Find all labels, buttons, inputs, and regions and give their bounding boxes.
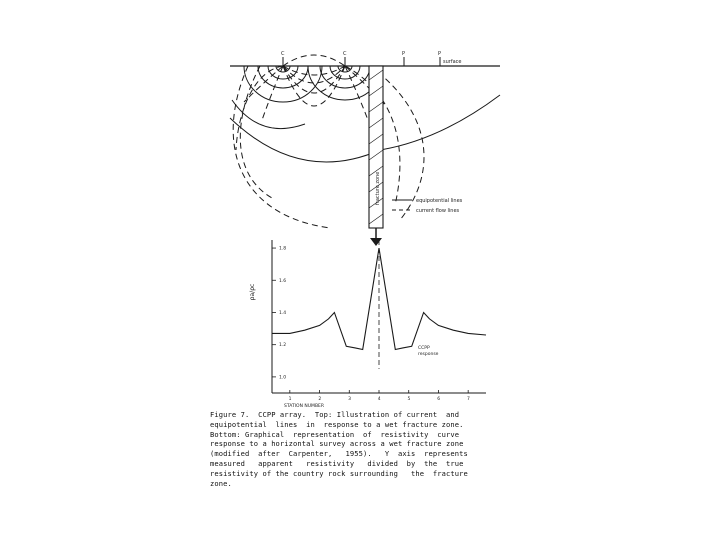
equipotential-lines-c1 bbox=[232, 66, 322, 129]
x-tick-label: 5 bbox=[407, 397, 411, 402]
series-annotation bbox=[418, 345, 439, 357]
caption-line-5: (modified after Carpenter, 1955). Y axis represents bbox=[210, 449, 468, 459]
x-tick-label: 6 bbox=[437, 397, 441, 402]
top-panel bbox=[230, 55, 500, 246]
resistivity-chart bbox=[249, 240, 486, 409]
x-ticks bbox=[289, 390, 470, 402]
y-tick-label: 1.0 bbox=[279, 375, 287, 381]
current-flow-lines bbox=[233, 55, 424, 228]
y-tick-label: 1.8 bbox=[279, 246, 287, 252]
caption-line-7: resistivity of the country rock surrounding the fracture bbox=[210, 468, 468, 478]
electrode-label-c2: C bbox=[343, 51, 347, 57]
y-tick-label: 1.6 bbox=[279, 278, 287, 284]
electrode-label-p1: P bbox=[402, 51, 406, 57]
caption-line-3: Bottom: Graphical representation of resistivity curve bbox=[210, 429, 460, 439]
caption-line-2: equipotential lines in response to a wet fracture zone. bbox=[210, 419, 464, 429]
caption-line-4: response to a horizontal survey across a wet fracture zone bbox=[210, 439, 464, 449]
electrode-label-p2: P bbox=[438, 51, 442, 57]
surface-label: surface bbox=[443, 59, 462, 65]
legend-label-current-flow: current flow lines bbox=[416, 208, 460, 214]
down-arrow-icon bbox=[370, 228, 382, 246]
figure-caption bbox=[210, 410, 500, 488]
series-annotation-line-2: response bbox=[418, 352, 439, 357]
y-ticks bbox=[272, 246, 286, 381]
x-axis-label: STATION NUMBER bbox=[284, 404, 324, 409]
series-annotation-line-1: CCPP bbox=[418, 346, 430, 351]
caption-line-1: Figure 7. CCPP array. Top: Illustration of current and bbox=[210, 410, 460, 419]
caption-line-8: zone. bbox=[210, 478, 232, 488]
x-tick-label: 4 bbox=[377, 397, 381, 402]
electrode-label-c1: C bbox=[281, 51, 285, 57]
x-tick-label: 2 bbox=[318, 397, 322, 402]
fracture-zone-label: fracture zone bbox=[375, 171, 381, 205]
x-tick-label: 7 bbox=[466, 397, 470, 402]
y-tick-label: 1.4 bbox=[279, 310, 287, 316]
y-axis-label: ρa/ρc bbox=[249, 283, 256, 301]
x-tick-label: 3 bbox=[348, 397, 351, 402]
legend-label-equipotential: equipotential lines bbox=[416, 198, 463, 204]
caption-line-6: measured apparent resistivity divided by the true bbox=[210, 458, 464, 468]
y-tick-label: 1.2 bbox=[279, 343, 287, 349]
x-tick-label: 1 bbox=[288, 397, 292, 402]
